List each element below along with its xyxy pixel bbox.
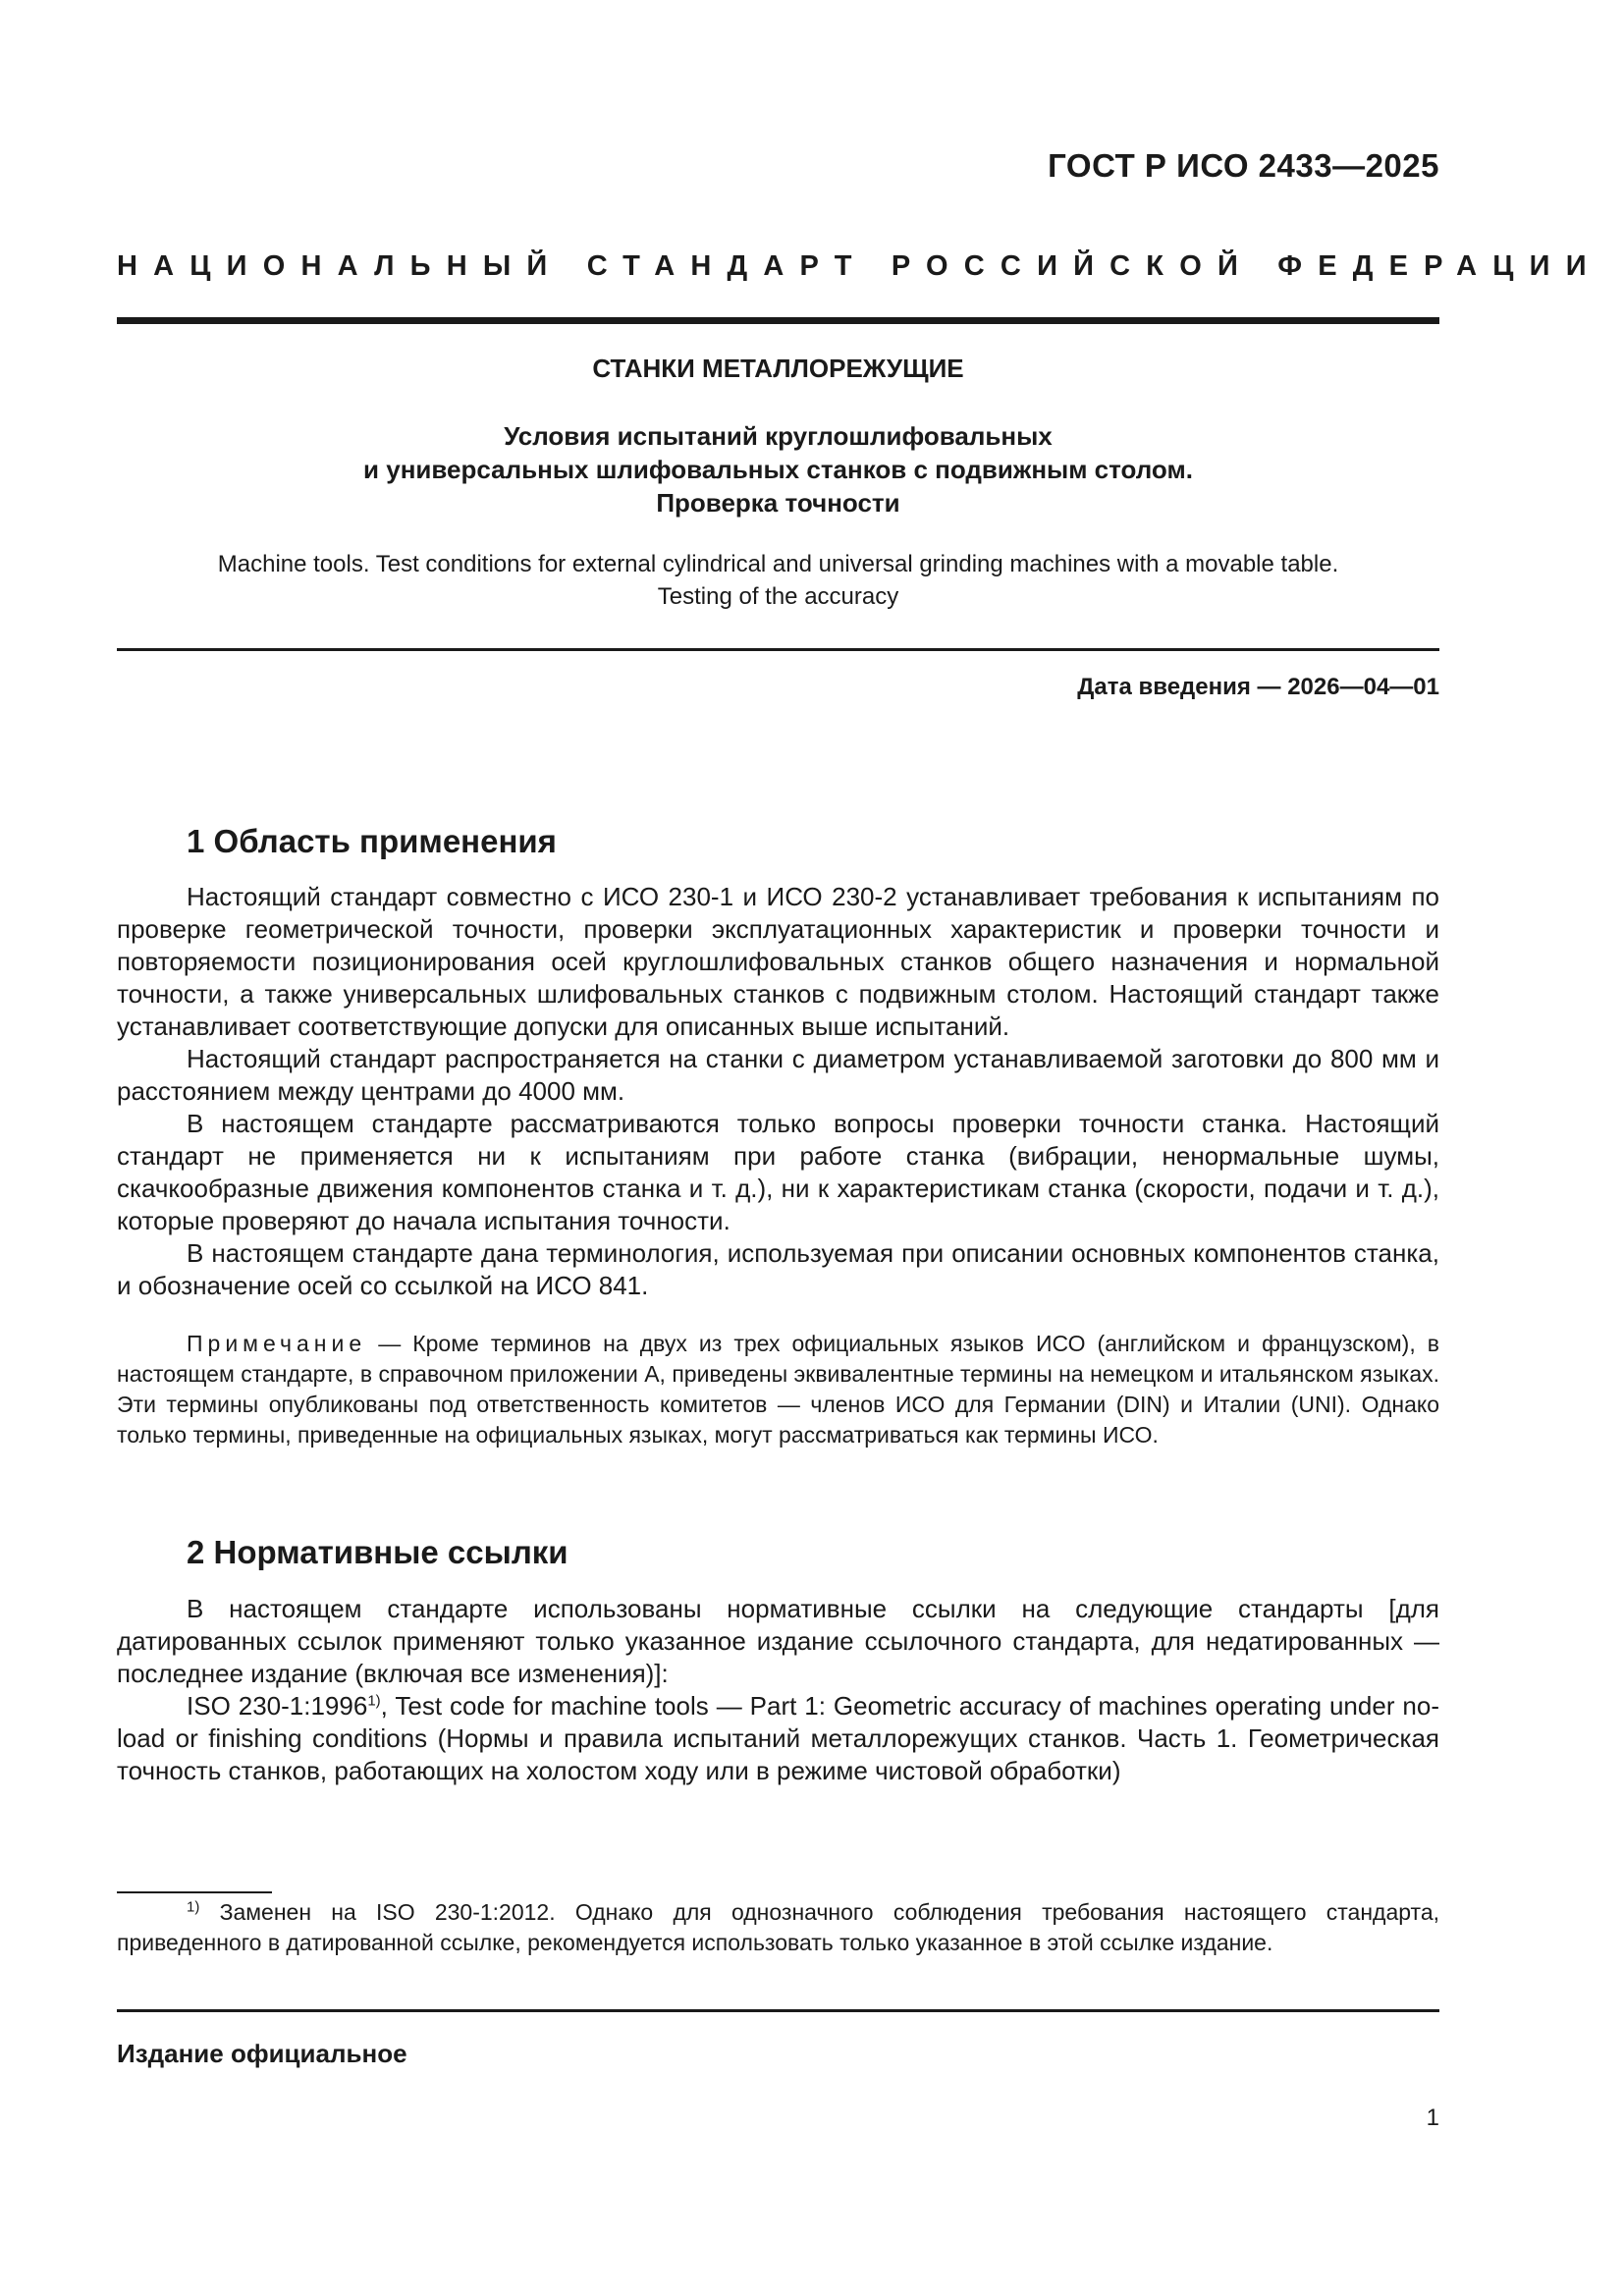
footer-divider	[117, 2009, 1439, 2012]
english-title-line: Machine tools. Test conditions for external cylindrical and universal grinding machines with a movable table.	[217, 551, 1339, 577]
paragraph: В настоящем стандарте использованы нормативные ссылки на следующие стандарты [для датированных ссылок применяют только указанное издание ссылочного стандарта, для недатированных — последнее издание (включая все изменения)]:	[117, 1594, 1439, 1688]
section-2-body	[117, 1593, 1439, 1787]
paragraph: Настоящий стандарт распространяется на станки с диаметром устанавливаемой заготовки до 800 мм и расстоянием между центрами до 4000 мм.	[117, 1044, 1439, 1106]
page-number: 1	[1426, 2105, 1439, 2131]
paragraph: Настоящий стандарт совместно с ИСО 230-1 и ИСО 230-2 устанавливает требования к испытаниям по проверке геометрической точности, проверки эксплуатационных характеристик и проверки точности и повторяемости позиционирования осей круглошлифовальных станков общего назначения и нормальной точности, а также универсальных шлифовальных станков с подвижным столом. Настоящий стандарт также устанавливает соответствующие допуски для описанных выше испытаний.	[117, 882, 1439, 1041]
document-number: ГОСТ Р ИСО 2433—2025	[1048, 147, 1439, 184]
section-1-body	[117, 881, 1439, 1302]
english-title-line: Testing of the accuracy	[657, 583, 899, 610]
section-1-note	[117, 1329, 1439, 1450]
official-edition-label: Издание официальное	[117, 2039, 407, 2068]
note-text: — Кроме терминов на двух из трех официальных языков ИСО (английском и французском), в настоящем стандарте, в справочном приложении А, приведены эквивалентные термины на немецком и итальянском языках. Эти термины опубликованы под ответственность комитетов — членов ИСО для Германии (DIN) и Италии (UNI). Однако только термины, приведенные на официальных языках, могут рассматриваться как термины ИСО.	[117, 1331, 1439, 1448]
footnote-mark: 1)	[187, 1898, 200, 1916]
english-title	[117, 548, 1439, 613]
reference-text: , Test code for machine tools — Part 1: Geometric accuracy of machines operating under no-load or finishing conditions (Нормы и правила испытаний металлорежущих станков. Часть 1. Геометрическая точность станков, работающих на холостом ходу или в режиме чистовой обработки)	[117, 1691, 1439, 1785]
standard-title: СТАНКИ МЕТАЛЛОРЕЖУЩИЕ	[592, 354, 964, 383]
header-divider	[117, 317, 1439, 324]
paragraph: В настоящем стандарте рассматриваются только вопросы проверки точности станка. Настоящий стандарт не применяется ни к испытаниям при работе станка (вибрации, ненормальные шумы, скачкообразные движения компонентов станка и т. д.), ни к характеристикам станка (скорости, подачи и т. д.), которые проверяют до начала испытания точности.	[117, 1109, 1439, 1235]
introduction-date: Дата введения — 2026—04—01	[1077, 674, 1439, 700]
note-label: Примечание	[187, 1331, 367, 1356]
footnote-separator	[117, 1891, 272, 1893]
footnote-text: Заменен на ISO 230-1:2012. Однако для однозначного соблюдения требования настоящего стандарта, приведенного в датированной ссылке, рекомендуется использовать только указанное в этой ссылке издание.	[117, 1899, 1439, 1955]
subtitle-line: и универсальных шлифовальных станков с подвижным столом.	[363, 455, 1193, 484]
standard-subtitle	[117, 419, 1439, 519]
paragraph: В настоящем стандарте дана терминология, используемая при описании основных компонентов станка, и обозначение осей со ссылкой на ИСО 841.	[117, 1238, 1439, 1300]
reference-code: ISO 230-1:1996	[187, 1691, 368, 1721]
footnote-reference[interactable]: 1)	[367, 1692, 381, 1710]
national-standard-banner: НАЦИОНАЛЬНЫЙ СТАНДАРТ РОССИЙСКОЙ ФЕДЕРАЦИИ	[117, 250, 1602, 282]
section-2-heading: 2 Нормативные ссылки	[187, 1534, 568, 1570]
section-1-heading: 1 Область применения	[187, 823, 557, 859]
subtitle-line: Условия испытаний круглошлифовальных	[504, 421, 1053, 451]
normative-reference	[117, 1690, 1439, 1787]
footnote	[117, 1897, 1439, 1958]
title-divider	[117, 648, 1439, 651]
subtitle-line: Проверка точности	[656, 488, 900, 518]
